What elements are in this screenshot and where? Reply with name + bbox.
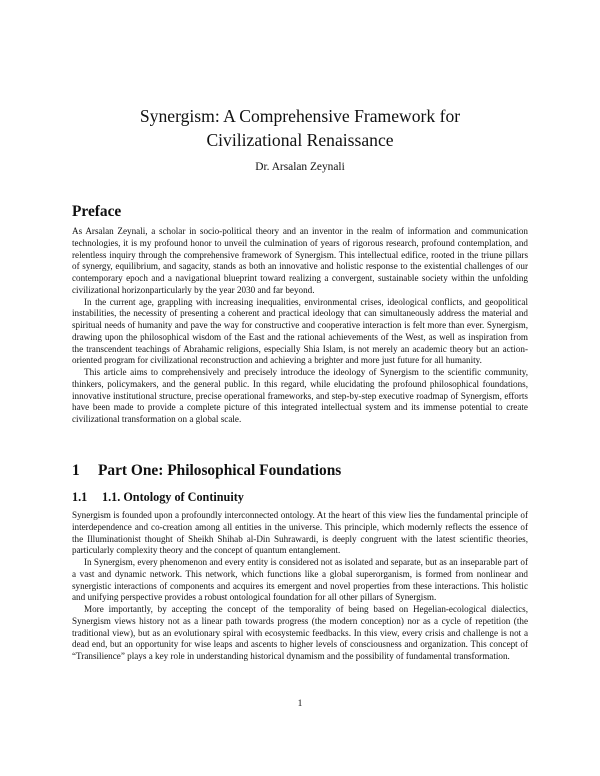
preface-paragraph: As Arsalan Zeynali, a scholar in socio-political theory and an inventor in the realm of information and communication technologies, it is my profound honor to unveil the culmination of years of rigorous research, profound contemplation, and relentless inquiry through the comprehensive framework of Synergism. This intellectual edifice, rooted in the triune pillars of synergy, equilibrium, and sagacity, stands as both an innovative and holistic response to the existential challenges of our contemporary epoch and a navigational blueprint toward realizing a convergent, sustainable society within the unfolding civilizational horizonparticularly by the year 2030 and far beyond. (72, 226, 528, 295)
subsection-number: 1.1 (72, 490, 88, 504)
subsection-paragraph: More importantly, by accepting the concept of the temporality of being based on Hegelian-ecological dialectics, Synergism views history not as a linear path towards progress (the modern conception) nor as a cycle of repetition (the traditional view), but as an evolutionary spiral with ecosystemic feedbacks. In this view, every crisis and challenge is not a dead end, but an opportunity for wise leaps and ascents to higher levels of consciousness and organization. This concept of “Transilience” plays a key role in understanding historical dynamism and the possibility of fundamental transformation. (72, 604, 528, 661)
section-title: Part One: Philosophical Foundations (98, 462, 342, 479)
author-name: Dr. Arsalan Zeynali (255, 161, 345, 173)
page-number: 1 (297, 699, 303, 709)
section-heading (72, 462, 341, 480)
subsection-body (72, 510, 528, 663)
subsection-heading (72, 490, 244, 505)
document-title: Synergism: A Comprehensive Framework for Civilizational Renaissance (139, 106, 461, 150)
subsection-paragraph: In Synergism, every phenomenon and every entity is considered not as isolated and separate, but as an inseparable part of a vast and dynamic network. This network, which functions like a global superorganism, is formed from nonlinear and synergistic interactions of components and acquires its emergent and novel properties from these interactions. This holistic and unifying perspective provides a robust ontological foundation for all other pillars of Synergism. (72, 557, 528, 603)
section-number: 1 (72, 462, 80, 479)
subsection-title: 1.1. Ontology of Continuity (102, 490, 244, 504)
preface-paragraph: This article aims to comprehensively and precisely introduce the ideology of Synergism to the scientific community, thinkers, policymakers, and the general public. In this regard, while elucidating the profound philosophical foundations, innovative institutional structure, precise operational frameworks, and step-by-step executive roadmap of Synergism, efforts have been made to provide a complete picture of this integrated intellectual system and its immense potential to create civilizational transformation on a global scale. (72, 367, 528, 424)
preface-paragraph: In the current age, grappling with increasing inequalities, environmental crises, ideological conflicts, and geopolitical instabilities, the necessity of presenting a coherent and practical ideology that can simultaneously address the material and spiritual needs of humanity and pave the way for constructive and cooperative interaction is felt more than ever. Synergism, drawing upon the philosophical wisdom of the East and the rational achievements of the West, as well as inspiration from the transcendent teachings of Abrahamic religions, especially Shia Islam, is not merely an academic theory but an action-oriented program for civilizational reconstruction and achieving a brighter and more just future for all humanity. (72, 296, 528, 366)
preface-body (72, 226, 528, 426)
preface-heading: Preface (72, 203, 122, 220)
subsection-paragraph: Synergism is founded upon a profoundly interconnected ontology. At the heart of this view lies the fundamental principle of interdependence and co-creation among all entities in the universe. This principle, which modernly reflects the essence of the Illuminationist thought of Sheikh Shihab al-Din Suhrawardi, is deeply congruent with the latest scientific theories, particularly complexity theory and the concept of quantum entanglement. (72, 510, 528, 556)
